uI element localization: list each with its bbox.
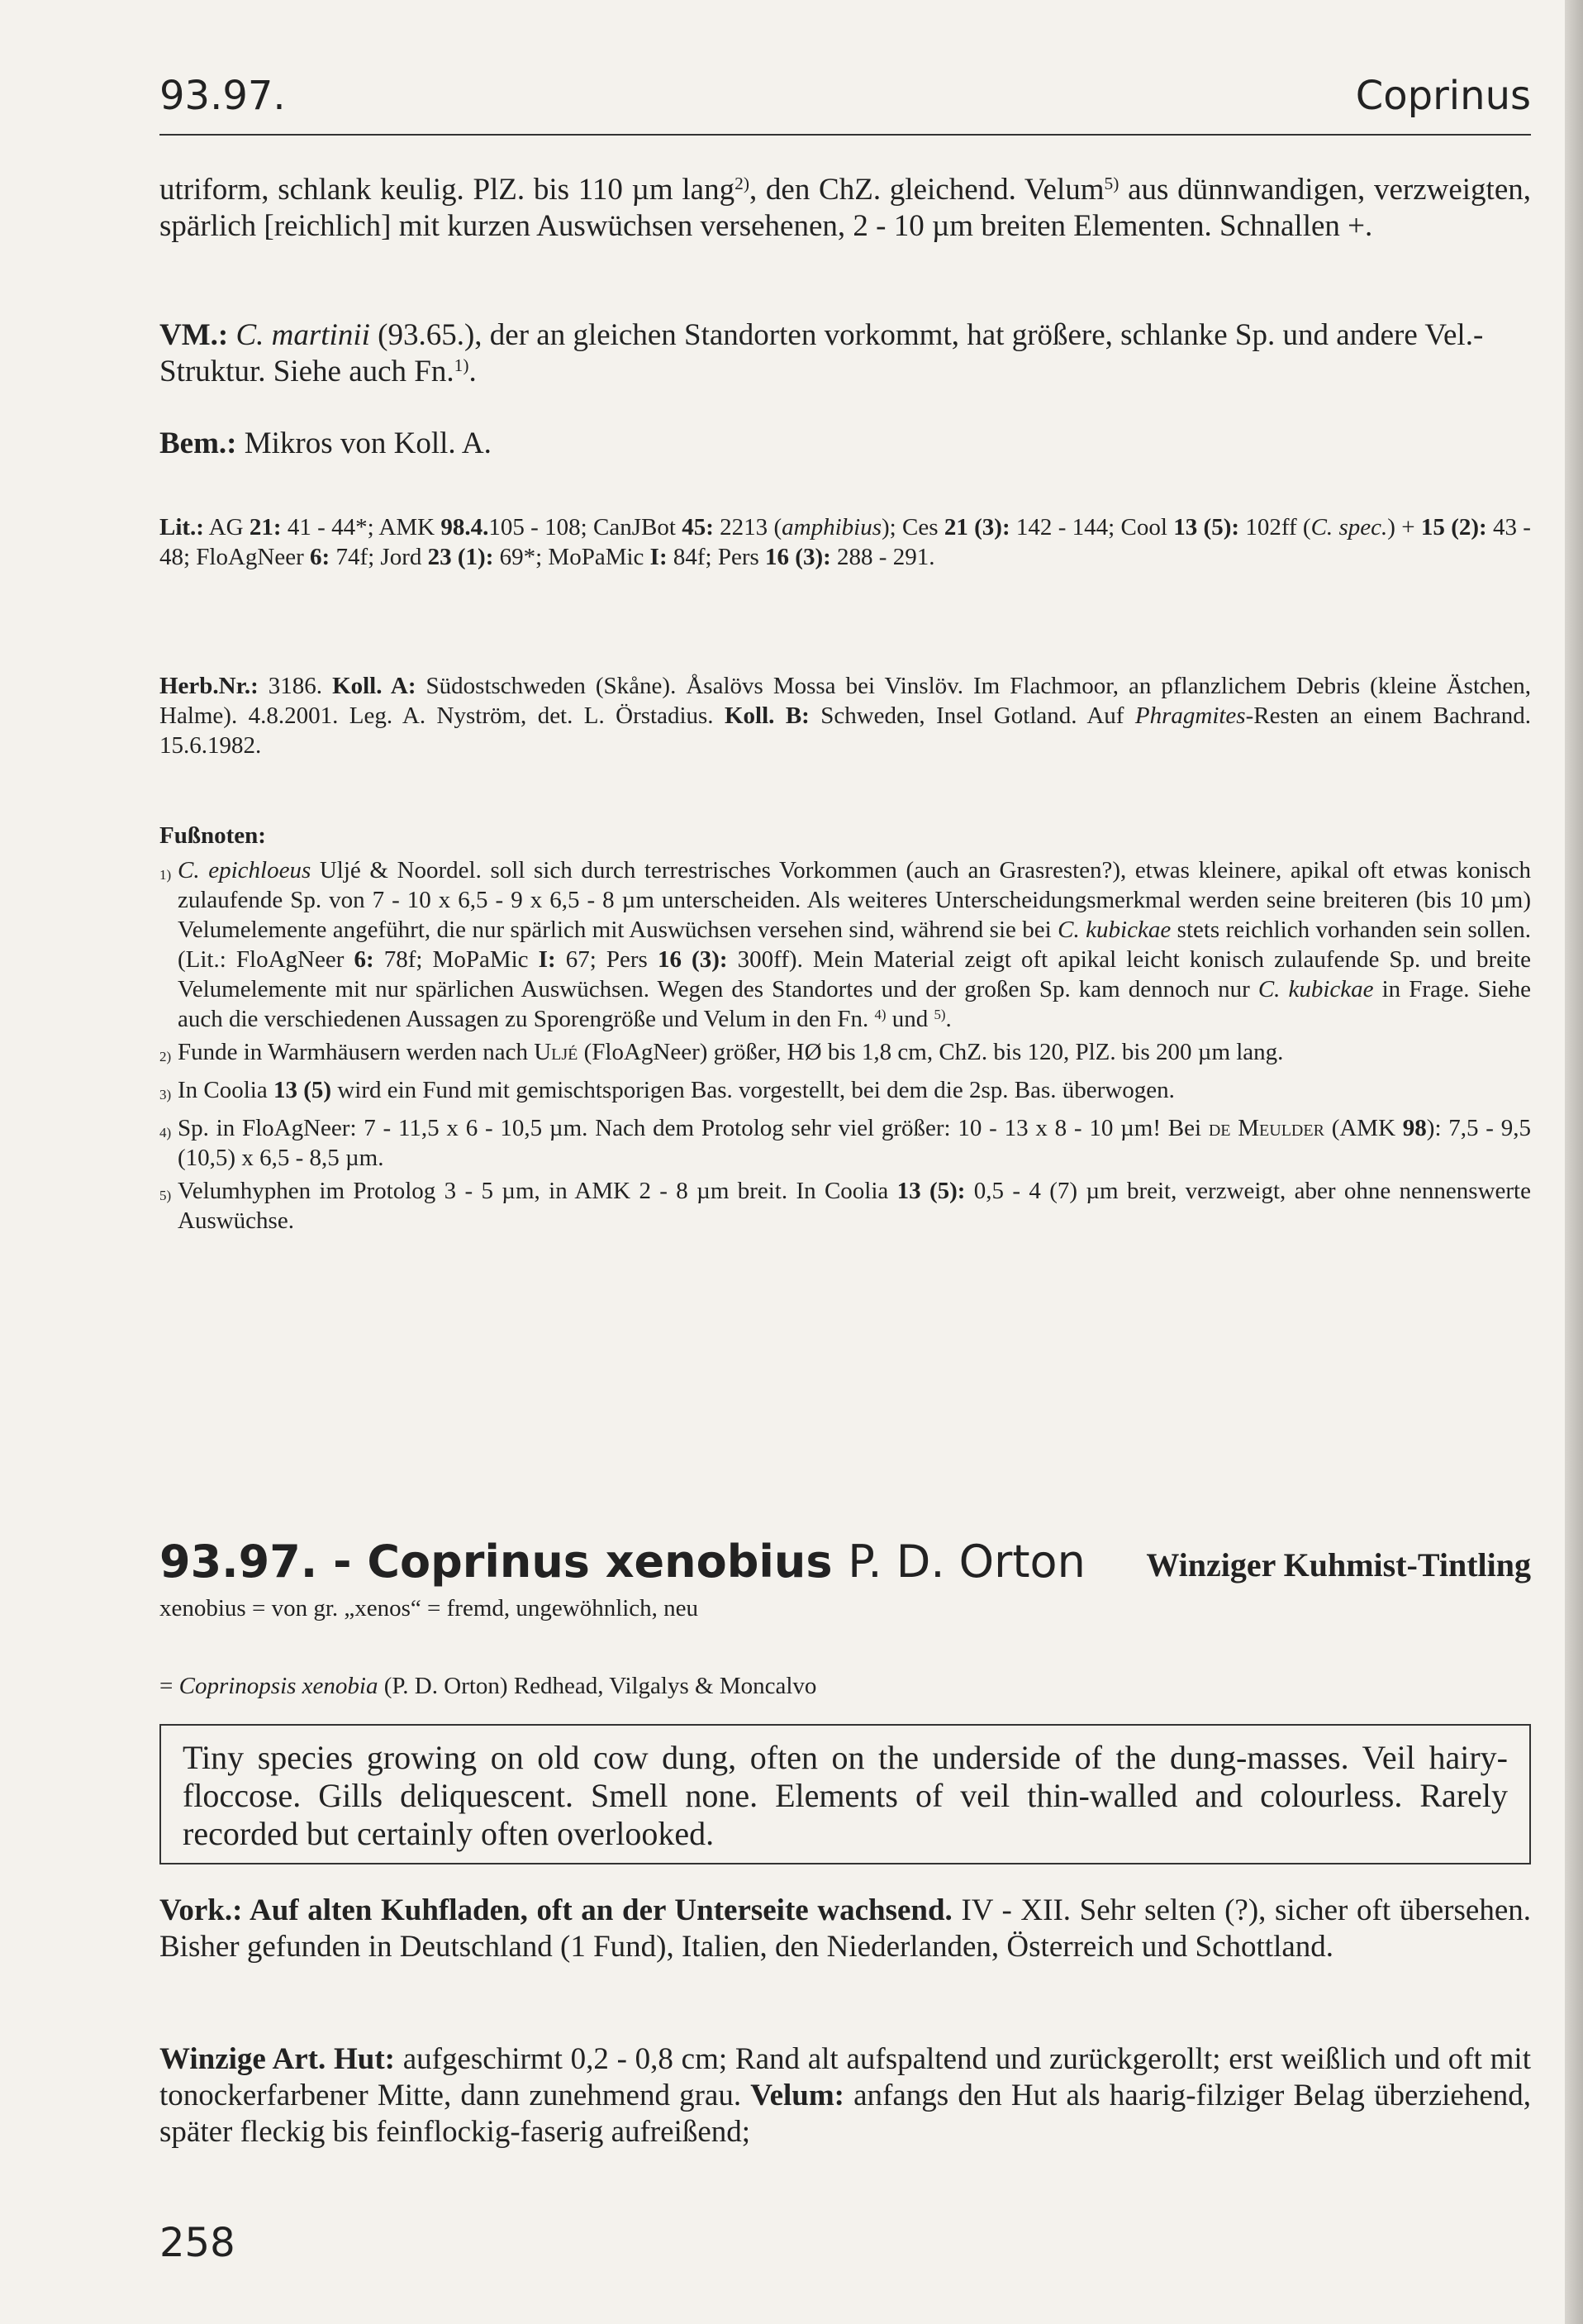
running-header-number: 93.97. (159, 73, 286, 119)
microscopy-paragraph: utriform, schlank keulig. PlZ. bis 110 µm lang$^{2)}$, den ChZ. gleichend. Velum$^{5)}$ aus dünnwandigen, verzweigten, spärlich [reichlich] mit kurzen Auswüchsen versehenen, 2 - 10 µm breiten Elementen. Schnallen +. (159, 173, 1531, 243)
footnote-1: 1) C. epichloeus Uljé & Noordel. soll sich durch terrestrisches Vorkommen (auch an Grasresten?), etwas kleinere, apikal oft etwas konisch zulaufende Sp. von 7 - 10 x 6,5 - 9 x 6,5 - 8 µm unterscheiden. Als weiteres Unterscheidungsmerkmal werden seine breiteren (bis 10 µm) Velumelemente angeführt, die nur spärlich mit Auswüchsen versehen sind, während sie bei C. kubickae stets reichlich vorhanden sein sollen. (Lit.: FloAgNeer 6: 78f; MoPaMic I: 67; Pers 16 (3): 300ff). Mein Material zeigt oft apikal leicht konisch zulaufende Sp. und breite Velumelemente mit nur spärlichen Auswüchsen. Wegen des Standortes und der großen Sp. kam dennoch nur C. kubickae in Frage. Siehe auch die verschiedenen Aussagen zu Sporengröße und Velum in den Fn. $^{4)}$ und $^{5)}$. (159, 857, 1532, 1032)
footnotes-heading: Fußnoten: (159, 822, 266, 849)
species-name: Coprinus xenobius (367, 1536, 833, 1588)
footnotes (159, 821, 1531, 1236)
species-number: 93.97. - (159, 1536, 352, 1588)
header-rule (159, 134, 1531, 136)
footnote-3: 3) In Coolia 13 (5) wird ein Fund mit gemischtsporigen Bas. vorgestellt, bei dem die 2sp. Bas. überwogen. (159, 1077, 1175, 1103)
page-number: 258 (159, 2220, 235, 2266)
occurrence-paragraph: Vork.: Auf alten Kuhfladen, oft an der Unterseite wachsend. IV - XII. Sehr selten (?), sicher oft übersehen. Bisher gefunden in Deutschland (1 Fund), Italien, den Niederlanden, Österreich und Schottland. (159, 1893, 1531, 1964)
footnote-4: 4) Sp. in FloAgNeer: 7 - 11,5 x 6 - 10,5 µm. Nach dem Protolog sehr viel größer: 10 - 13 x 8 - 10 µm! Bei de Meulder (AMK 98): 7,5 - 9,5 (10,5) x 6,5 - 8,5 µm. (159, 1115, 1531, 1171)
literature-paragraph: Lit.: AG 21: 41 - 44*; AMK 98.4.105 - 108; CanJBot 45: 2213 (amphibius); Ces 21 (3): 142 - 144; Cool 13 (5): 102ff (C. spec.) + 15 (2): 43 - 48; FloAgNeer 6: 74f; Jord 23 (1): 69*; MoPaMic I: 84f; Pers 16 (3): 288 - 291. (159, 514, 1531, 570)
herbarium-paragraph: Herb.Nr.: 3186. Koll. A: Südostschweden (Skåne). Åsalövs Mossa bei Vinslöv. Im Flachmoor, an pflanzlichem Debris (kleine Ästchen, Halme). 4.8.2001. Leg. A. Nyström, det. L. Örstadius. Koll. B: Schweden, Insel Gotland. Auf Phragmites-Resten an einem Bachrand. 15.6.1982. (159, 673, 1532, 759)
running-header-genus: Coprinus (1355, 73, 1531, 119)
vm-paragraph: VM.: C. martinii (93.65.), der an gleichen Standorten vorkommt, hat größere, schlanke Sp. und andere Vel.-Struktur. Siehe auch Fn.$^{1)}$. (159, 318, 1484, 388)
etymology: xenobius = von gr. „xenos“ = fremd, ungewöhnlich, neu (159, 1595, 699, 1622)
bem-paragraph: Bem.: Mikros von Koll. A. (159, 426, 492, 460)
description-paragraph: Winzige Art. Hut: aufgeschirmt 0,2 - 0,8 cm; Rand alt aufspaltend und zurückgerollt; erst weißlich und oft mit tonockerfarbener Mitte, dann zunehmend grau. Velum: anfangs den Hut als haarig-filziger Belag überziehend, später fleckig bis feinflockig-faserig aufreißend; (159, 2042, 1531, 2149)
species-title (159, 1536, 1086, 1588)
footnote-5: 5) Velumhyphen im Protolog 3 - 5 µm, in AMK 2 - 8 µm breit. In Coolia 13 (5): 0,5 - 4 (7) µm breit, verzweigt, aber ohne nennenswerte Auswüchse. (159, 1178, 1531, 1234)
species-author: P. D. Orton (848, 1536, 1086, 1588)
english-summary-box: Tiny species growing on old cow dung, often on the underside of the dung-masses. Veil hairy-floccose. Gills deliquescent. Smell none. Elements of veil thin-walled and colourless. Rarely recorded but certainly often overlooked. (159, 1724, 1531, 1864)
book-page-edge (1565, 0, 1583, 2324)
footnote-2: 2) Funde in Warmhäusern werden nach Uljé (FloAgNeer) größer, HØ bis 1,8 cm, ChZ. bis 120, PlZ. bis 200 µm lang. (159, 1039, 1284, 1065)
german-name: Winziger Kuhmist-Tintling (1146, 1546, 1531, 1583)
synonym: = Coprinopsis xenobia (P. D. Orton) Redhead, Vilgalys & Moncalvo (159, 1673, 817, 1699)
